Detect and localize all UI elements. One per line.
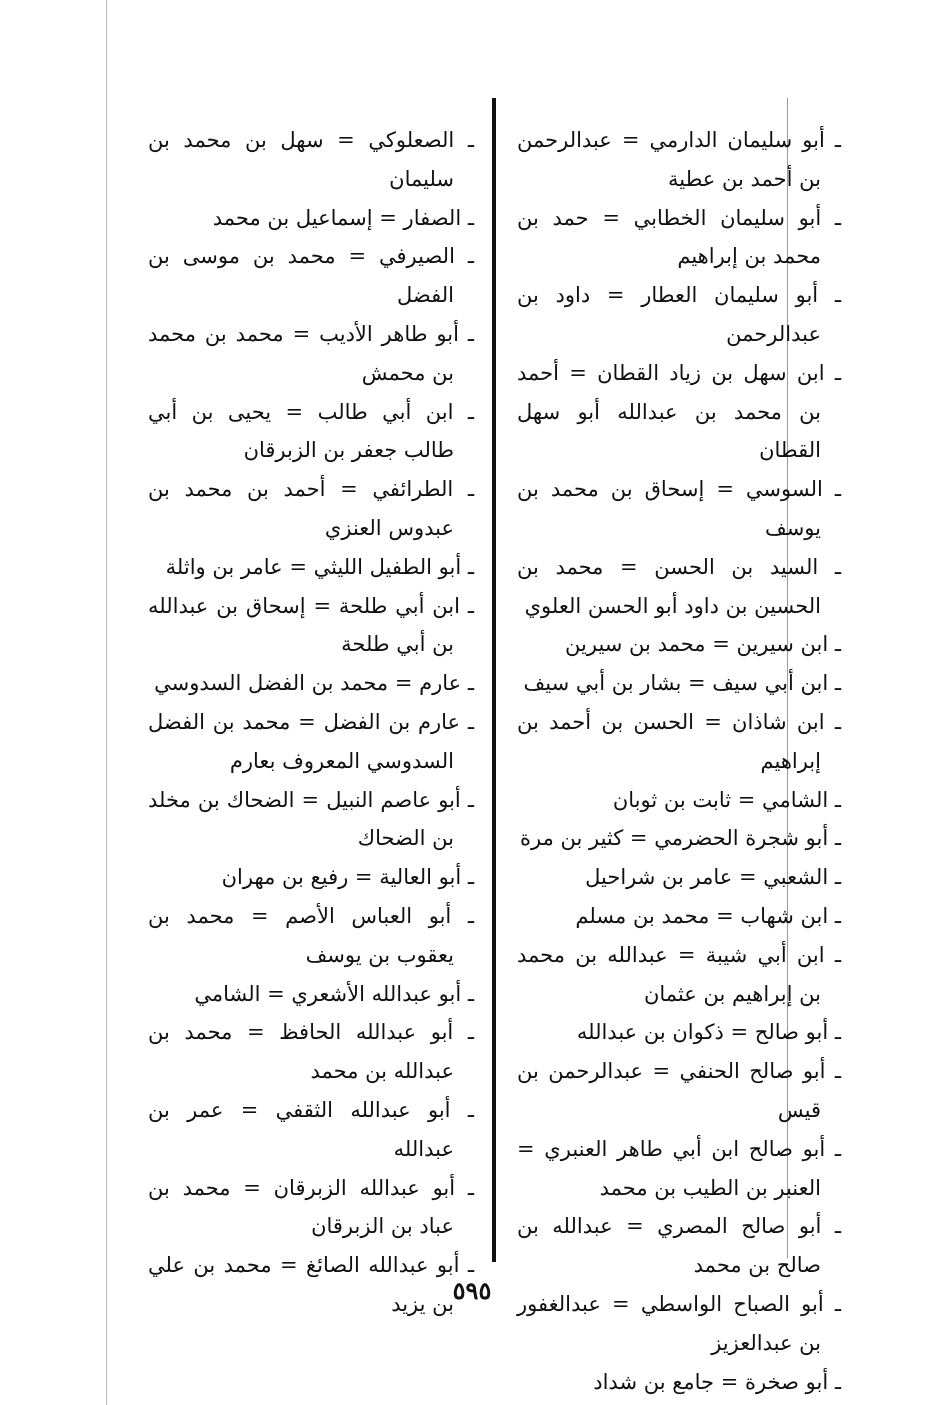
index-entry: ـ ابن سهل بن زياد القطان = أحمد بن محمد بن عبدالله أبو سهل القطان xyxy=(517,354,841,470)
index-entry: ـ أبو شجرة الحضرمي = كثير بن مرة xyxy=(517,819,841,858)
index-entry: ـ أبو العالية = رفيع بن مهران xyxy=(148,858,474,897)
index-entry: ـ ابن أبي طالب = يحيى بن أبي طالب جعفر بن الزبرقان xyxy=(148,393,474,471)
index-entry: ـ ابن أبي سيف = بشار بن أبي سيف xyxy=(517,664,841,703)
index-entry: ـ أبو صالح = ذكوان بن عبدالله xyxy=(517,1013,841,1052)
index-entry: ـ أبو صالح المصري = عبدالله بن صالح بن محمد xyxy=(517,1207,841,1285)
right-column xyxy=(517,121,841,1401)
index-entry: ـ ابن شاذان = الحسن بن أحمد بن إبراهيم xyxy=(517,703,841,781)
page-number: ٥٩٥ xyxy=(452,1276,492,1305)
index-entry: ـ ابن أبي طلحة = إسحاق بن عبدالله بن أبي طلحة xyxy=(148,587,474,665)
index-entry: ـ السوسي = إسحاق بن محمد بن يوسف xyxy=(517,470,841,548)
index-entry: ـ أبو عاصم النبيل = الضحاك بن مخلد بن الضحاك xyxy=(148,781,474,859)
index-entry: ـ ابن شهاب = محمد بن مسلم xyxy=(517,897,841,936)
index-entry: ـ الشعبي = عامر بن شراحيل xyxy=(517,858,841,897)
index-entry: ـ أبو الصباح الواسطي = عبدالغفور بن عبدالعزيز xyxy=(517,1285,841,1363)
index-entry: ـ أبو صالح الحنفي = عبدالرحمن بن قيس xyxy=(517,1052,841,1130)
index-entry: ـ أبو صخرة = جامع بن شداد xyxy=(517,1363,841,1402)
index-entry: ـ أبو سليمان الدارمي = عبدالرحمن بن أحمد بن عطية xyxy=(517,121,841,199)
column-divider xyxy=(492,98,496,1262)
index-entry: ـ ابن سيرين = محمد بن سيرين xyxy=(517,625,841,664)
index-entry: ـ ابن أبي شيبة = عبدالله بن محمد بن إبراهيم بن عثمان xyxy=(517,936,841,1014)
index-entry: ـ الصعلوكي = سهل بن محمد بن سليمان xyxy=(148,121,474,199)
index-entry: ـ أبو سليمان الخطابي = حمد بن محمد بن إبراهيم xyxy=(517,199,841,277)
left-column xyxy=(148,121,474,1324)
index-entry: ـ السيد بن الحسن = محمد بن الحسين بن داود أبو الحسن العلوي xyxy=(517,548,841,626)
index-entry: ـ أبو عبدالله الثقفي = عمر بن عبدالله xyxy=(148,1091,474,1169)
index-entry: ـ أبو عبدالله الصائغ = محمد بن علي بن يزيد xyxy=(148,1246,474,1324)
index-entry: ـ عارم بن الفضل = محمد بن الفضل السدوسي المعروف بعارم xyxy=(148,703,474,781)
index-entry: ـ أبو عبدالله الزبرقان = محمد بن عباد بن الزبرقان xyxy=(148,1169,474,1247)
index-entry: ـ أبو العباس الأصم = محمد بن يعقوب بن يوسف xyxy=(148,897,474,975)
index-entry: ـ أبو سليمان العطار = داود بن عبدالرحمن xyxy=(517,276,841,354)
index-entry: ـ أبو صالح ابن أبي طاهر العنبري = العنبر بن الطيب بن محمد xyxy=(517,1130,841,1208)
index-entry: ـ أبو عبدالله الحافظ = محمد بن عبدالله بن محمد xyxy=(148,1013,474,1091)
index-entry: ـ أبو طاهر الأديب = محمد بن محمد بن محمش xyxy=(148,315,474,393)
index-entry: ـ الصيرفي = محمد بن موسى بن الفضل xyxy=(148,237,474,315)
index-entry: ـ الصفار = إسماعيل بن محمد xyxy=(148,199,474,238)
index-entry: ـ أبو الطفيل الليثي = عامر بن واثلة xyxy=(148,548,474,587)
index-entry: ـ أبو عبدالله الأشعري = الشامي xyxy=(148,975,474,1014)
index-entry: ـ الشامي = ثابت بن ثوبان xyxy=(517,781,841,820)
index-entry: ـ الطرائفي = أحمد بن محمد بن عبدوس العنزي xyxy=(148,470,474,548)
scan-edge-line xyxy=(106,0,107,1405)
index-entry: ـ عارم = محمد بن الفضل السدوسي xyxy=(148,664,474,703)
